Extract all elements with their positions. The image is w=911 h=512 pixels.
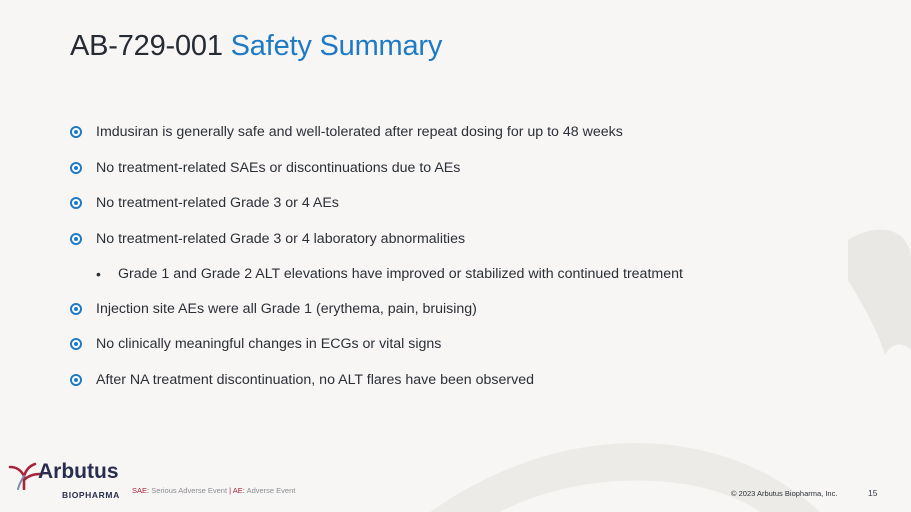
arbutus-tree-icon <box>8 462 42 490</box>
bullet-ring-icon <box>70 197 82 209</box>
logo-wordmark: Arbutus <box>38 460 119 483</box>
bullet-text: After NA treatment discontinuation, no ALT flares have been observed <box>96 372 534 389</box>
bullet-text: No treatment-related SAEs or discontinuations due to AEs <box>96 159 461 176</box>
footnote-abbr: SAE: <box>132 486 150 495</box>
title-prefix: AB-729-001 <box>70 30 223 62</box>
bullet-text: No treatment-related Grade 3 or 4 AEs <box>96 195 339 212</box>
page-number: 15 <box>868 488 878 498</box>
footnote-separator: | <box>229 486 232 495</box>
bullet-item <box>70 193 683 229</box>
bullet-item <box>70 158 683 194</box>
title-accent: Safety Summary <box>230 30 443 62</box>
bullet-ring-icon <box>70 338 82 350</box>
bullet-text: Injection site AEs were all Grade 1 (erythema, pain, bruising) <box>96 300 477 317</box>
bullet-text: No clinically meaningful changes in ECGs or vital signs <box>96 336 442 353</box>
bullet-item <box>70 370 683 406</box>
bullet-ring-icon <box>70 303 82 315</box>
bullet-ring-icon <box>70 374 82 386</box>
sub-bullet-text: Grade 1 and Grade 2 ALT elevations have improved or stabilized with continued treatment <box>118 266 683 283</box>
logo-subtitle: BIOPHARMA <box>62 490 120 500</box>
bullet-text: Imdusiran is generally safe and well-tolerated after repeat dosing for up to 48 weeks <box>96 124 623 140</box>
bullet-item <box>70 122 683 158</box>
bullet-text: No treatment-related Grade 3 or 4 laboratory abnormalities <box>96 230 466 247</box>
sub-bullet-dot-icon: • <box>96 266 101 283</box>
sub-bullet-item <box>70 264 683 299</box>
bullet-ring-icon <box>70 162 82 174</box>
bullet-item <box>70 334 683 370</box>
company-logo <box>8 460 120 504</box>
bullet-ring-icon <box>70 126 82 138</box>
bullet-list <box>70 122 683 406</box>
slide-title <box>70 30 442 63</box>
bullet-item <box>70 299 683 335</box>
bullet-ring-icon <box>70 233 82 245</box>
copyright-notice: © 2023 Arbutus Biopharma, Inc. <box>731 489 838 498</box>
footnote-definition: Adverse Event <box>246 486 296 495</box>
bullet-item <box>70 229 683 265</box>
footnote-definition: Serious Adverse Event <box>151 486 228 495</box>
footnote-abbr: AE: <box>232 486 245 495</box>
abbreviation-footnote <box>132 486 295 495</box>
